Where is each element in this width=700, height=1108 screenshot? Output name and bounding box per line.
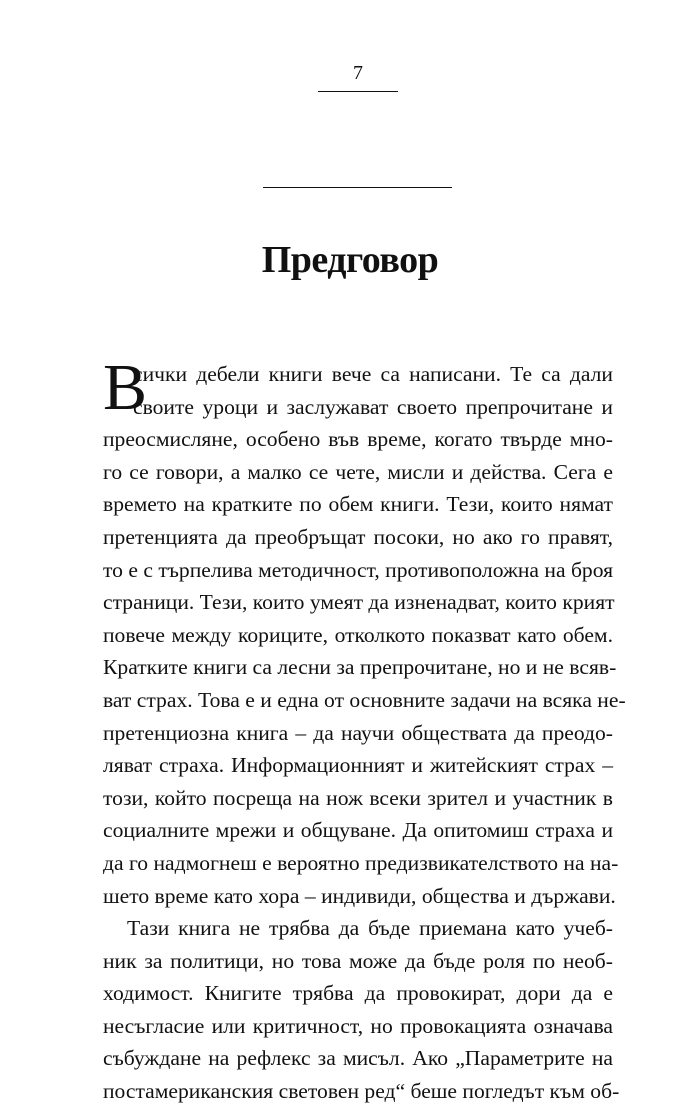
text-line: повече между кориците, отколкото показват като обем. — [103, 622, 613, 647]
text-line: страници. Тези, които умеят да изненадват, които крият — [103, 590, 615, 615]
text-line: В сички дебели книги вече са написани. Те са дали — [103, 351, 613, 424]
text-line: събуждане на рефлекс за мисъл. Ако „Параметрите на — [103, 1046, 613, 1071]
text-line: то е с търпелива методичност, противоположна на броя — [103, 557, 614, 582]
text-line: да го надмогнеш е вероятно предизвикателството на на- — [103, 850, 619, 875]
text-line: ват страх. Това е и една от основните задачи на всяка не- — [103, 687, 626, 712]
text-line: социалните мрежи и общуване. Да опитомиш страха и — [103, 818, 613, 843]
text-line: постамериканския световен ред“ беше погледът към об- — [103, 1079, 620, 1104]
page-number-rule — [318, 91, 398, 92]
page-number: 7 — [353, 62, 363, 84]
chapter-title: Предговор — [261, 239, 439, 281]
text-line: ляват страха. Информационният и житейският страх – — [103, 753, 613, 778]
text-line: времето на кратките по обем книги. Тези, които нямат — [103, 492, 613, 517]
drop-cap: В — [103, 351, 148, 424]
text-line: претенциозна книга – да научи обществата да преодо- — [103, 720, 613, 745]
text-line: несъгласие или критичност, но провокацията означава — [103, 1013, 613, 1038]
text-line: Тази книга не трябва да бъде приемана като учеб- — [127, 916, 613, 941]
text-line: го се говори, а малко се чете, мисли и действа. Сега е — [103, 459, 613, 484]
text-line: този, който посреща на нож всеки зрител и участник в — [103, 785, 613, 810]
title-rule — [263, 187, 452, 188]
text-line: своите уроци и заслужават своето препрочитане и — [133, 394, 613, 419]
body-text — [103, 351, 626, 1108]
text-line: претенцията да преобръщат посоки, но ако го правят, — [103, 524, 613, 549]
text-line: преосмисляне, особено във време, когато твърде мно- — [103, 427, 613, 452]
text-line: Кратките книги са лесни за препрочитане, но и не всяв- — [103, 655, 617, 680]
text-line: ник за политици, но това може да бъде роля по необ- — [103, 948, 613, 973]
text-line: шето време като хора – индивиди, общества и държави. — [103, 883, 616, 908]
text-line: ходимост. Книгите трябва да провокират, дори да е — [103, 981, 613, 1006]
